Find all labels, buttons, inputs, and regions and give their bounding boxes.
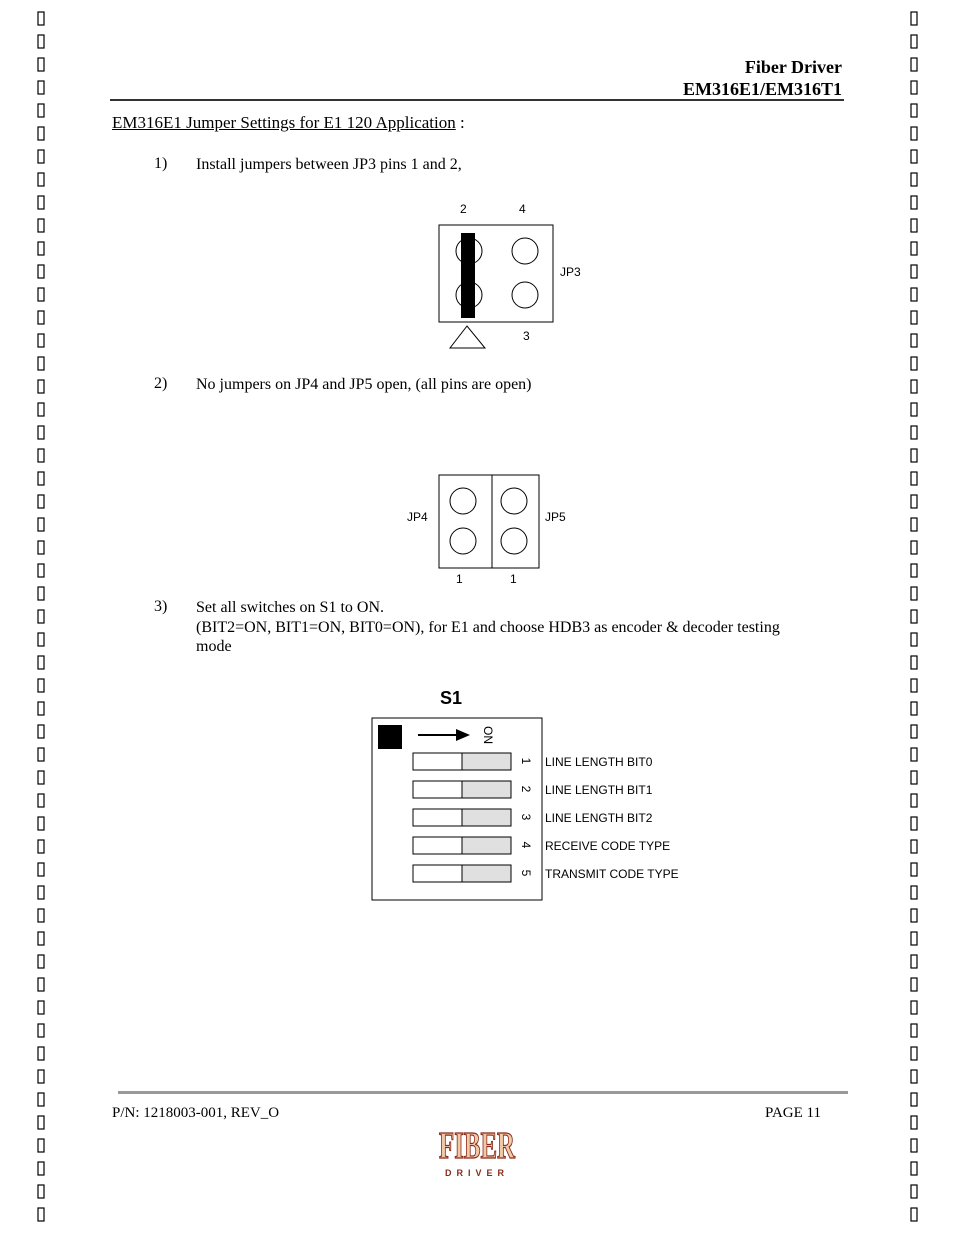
margin-mark (911, 886, 917, 899)
jp3-pin-label-4: 4 (519, 202, 526, 216)
footer-rule (118, 1091, 848, 1094)
step-1-text: Install jumpers between JP3 pins 1 and 2, (196, 156, 462, 173)
step-3-line-2: (BIT2=ON, BIT1=ON, BIT0=ON), for E1 and choose HDB3 as encoder & decoder testing (196, 619, 780, 636)
margin-mark (911, 472, 917, 485)
switch-2-actuator (462, 781, 511, 798)
margin-mark (38, 495, 44, 508)
margin-mark (38, 357, 44, 370)
margin-mark (38, 311, 44, 324)
step-3-number: 3) (154, 598, 168, 615)
margin-mark (38, 58, 44, 71)
switch-2-number: 2 (518, 785, 533, 793)
margin-mark (911, 1024, 917, 1037)
jp3-block (439, 225, 553, 322)
margin-mark (911, 311, 917, 324)
margin-mark (38, 518, 44, 531)
margin-mark (911, 403, 917, 416)
margin-mark (911, 1047, 917, 1060)
margin-mark (38, 886, 44, 899)
margin-mark (38, 403, 44, 416)
left-margin-marks (34, 0, 48, 1235)
margin-mark (911, 1139, 917, 1152)
footer-page-number: PAGE 11 (765, 1105, 821, 1121)
jp3-label: JP3 (560, 265, 581, 279)
switch-1-number: 1 (518, 757, 533, 765)
switch-5[interactable] (413, 865, 679, 882)
margin-mark (911, 656, 917, 669)
footer-part-number: P/N: 1218003-001, REV_O (112, 1105, 280, 1121)
margin-mark (911, 1116, 917, 1129)
margin-mark (911, 610, 917, 623)
margin-mark (38, 817, 44, 830)
margin-mark (38, 702, 44, 715)
switch-4-off-side (413, 837, 462, 854)
margin-mark (38, 12, 44, 25)
margin-mark (911, 564, 917, 577)
margin-mark (911, 978, 917, 991)
margin-mark (38, 656, 44, 669)
margin-mark (911, 426, 917, 439)
margin-mark (38, 150, 44, 163)
margin-mark (911, 702, 917, 715)
margin-mark (911, 242, 917, 255)
switch-4-actuator (462, 837, 511, 854)
margin-mark (911, 288, 917, 301)
header-model: EM316E1/EM316T1 (682, 79, 842, 99)
margin-mark (911, 219, 917, 232)
margin-mark (38, 840, 44, 853)
switch-3-number: 3 (518, 813, 533, 821)
margin-mark (38, 35, 44, 48)
header-rule (110, 99, 844, 101)
jp4-pin-label-1: 1 (456, 572, 463, 586)
margin-mark (911, 150, 917, 163)
margin-mark (38, 288, 44, 301)
margin-mark (911, 12, 917, 25)
margin-mark (38, 81, 44, 94)
margin-mark (38, 219, 44, 232)
margin-mark (38, 380, 44, 393)
switch-2-off-side (413, 781, 462, 798)
switch-5-actuator (462, 865, 511, 882)
margin-mark (38, 932, 44, 945)
logo-main-text: FIBER (439, 1125, 516, 1167)
margin-mark (38, 679, 44, 692)
margin-mark-strip (34, 0, 48, 1235)
switch-5-off-side (413, 865, 462, 882)
margin-mark (38, 863, 44, 876)
margin-mark (38, 104, 44, 117)
switch-5-number: 5 (518, 869, 533, 877)
switch-5-label: TRANSMIT CODE TYPE (545, 867, 679, 881)
margin-mark (911, 1208, 917, 1221)
margin-mark (911, 58, 917, 71)
margin-mark (38, 587, 44, 600)
margin-mark (911, 265, 917, 278)
margin-mark (911, 35, 917, 48)
margin-mark (911, 817, 917, 830)
fiber-driver-logo (432, 1118, 522, 1180)
margin-mark (38, 127, 44, 140)
margin-mark (911, 794, 917, 807)
switch-4-number: 4 (518, 841, 533, 849)
margin-mark (38, 1208, 44, 1221)
jp4-label: JP4 (407, 510, 428, 524)
margin-mark (38, 955, 44, 968)
margin-mark (38, 265, 44, 278)
margin-mark-strip (907, 0, 921, 1235)
margin-mark (911, 449, 917, 462)
margin-mark (38, 1162, 44, 1175)
switch-1-off-side (413, 753, 462, 770)
s1-title: S1 (440, 688, 463, 708)
switch-2-label: LINE LENGTH BIT1 (545, 783, 653, 797)
margin-mark (38, 748, 44, 761)
margin-mark (38, 1139, 44, 1152)
switch-3-actuator (462, 809, 511, 826)
margin-mark (38, 1185, 44, 1198)
jp4-jp5-diagram (430, 466, 550, 576)
margin-mark (911, 679, 917, 692)
margin-mark (911, 748, 917, 761)
margin-mark (911, 955, 917, 968)
jp3-jumper (461, 233, 475, 318)
section-title (112, 113, 465, 133)
step-1-number: 1) (154, 155, 168, 172)
margin-mark (38, 1047, 44, 1060)
margin-mark (38, 334, 44, 347)
margin-mark (911, 725, 917, 738)
switch-3-off-side (413, 809, 462, 826)
margin-mark (38, 1070, 44, 1083)
margin-mark (911, 1001, 917, 1014)
margin-mark (38, 449, 44, 462)
s1-switch-diagram (360, 710, 700, 910)
section-title-text: EM316E1 Jumper Settings for E1 120 Application (112, 113, 456, 132)
switch-1-label: LINE LENGTH BIT0 (545, 755, 653, 769)
margin-mark (38, 909, 44, 922)
logo-sub-text: DRIVER (444, 1168, 510, 1178)
pin-1-indicator-triangle (450, 326, 485, 348)
margin-mark (911, 633, 917, 646)
margin-mark (38, 633, 44, 646)
margin-mark (911, 932, 917, 945)
margin-mark (38, 794, 44, 807)
margin-mark (911, 357, 917, 370)
switch-1-actuator (462, 753, 511, 770)
jp3-pin-label-3: 3 (523, 329, 530, 343)
jp5-pin-label-1: 1 (510, 572, 517, 586)
step-3-line-1: Set all switches on S1 to ON. (196, 599, 384, 616)
margin-mark (911, 1070, 917, 1083)
header-title: Fiber Driver (744, 57, 842, 77)
section-title-suffix: : (455, 113, 465, 132)
margin-mark (911, 380, 917, 393)
step-3-line-3: mode (196, 638, 232, 655)
margin-mark (911, 1093, 917, 1106)
margin-mark (38, 242, 44, 255)
margin-mark (38, 541, 44, 554)
switch-4-label: RECEIVE CODE TYPE (545, 839, 671, 853)
margin-mark (911, 771, 917, 784)
margin-mark (911, 495, 917, 508)
margin-mark (38, 1024, 44, 1037)
margin-mark (38, 564, 44, 577)
margin-mark (38, 978, 44, 991)
margin-mark (911, 334, 917, 347)
margin-mark (911, 1162, 917, 1175)
jp3-pin-label-2: 2 (460, 202, 467, 216)
step-2-text: No jumpers on JP4 and JP5 open, (all pins are open) (196, 376, 532, 393)
margin-mark (911, 541, 917, 554)
s1-on-label: ON (480, 726, 495, 744)
margin-mark (38, 1001, 44, 1014)
step-2-number: 2) (154, 375, 168, 392)
switch-3-label: LINE LENGTH BIT2 (545, 811, 653, 825)
margin-mark (38, 173, 44, 186)
margin-mark (911, 909, 917, 922)
margin-mark (38, 472, 44, 485)
margin-mark (911, 840, 917, 853)
margin-mark (911, 127, 917, 140)
margin-mark (38, 771, 44, 784)
margin-mark (38, 426, 44, 439)
right-margin-marks (907, 0, 921, 1235)
margin-mark (911, 81, 917, 94)
s1-pin1-marker (378, 725, 402, 749)
margin-mark (911, 196, 917, 209)
margin-mark (911, 104, 917, 117)
margin-mark (38, 196, 44, 209)
margin-mark (911, 173, 917, 186)
margin-mark (38, 610, 44, 623)
jp5-label: JP5 (545, 510, 566, 524)
margin-mark (911, 518, 917, 531)
margin-mark (38, 1116, 44, 1129)
margin-mark (911, 587, 917, 600)
margin-mark (911, 863, 917, 876)
margin-mark (911, 1185, 917, 1198)
margin-mark (38, 1093, 44, 1106)
margin-mark (38, 725, 44, 738)
